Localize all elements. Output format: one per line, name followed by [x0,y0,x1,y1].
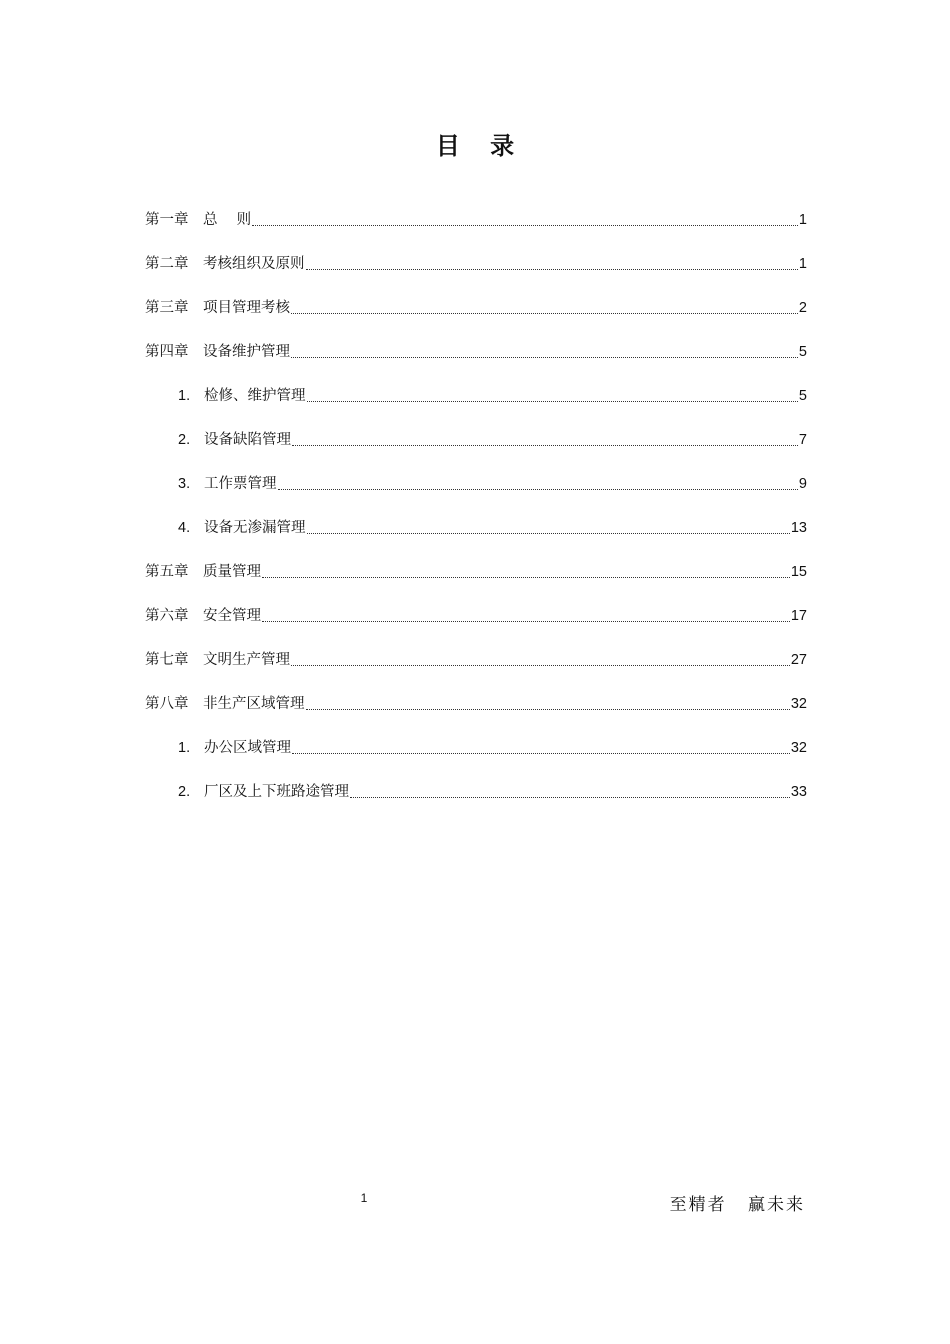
toc-entry[interactable] [145,540,807,584]
toc-entry-number: 第八章 [145,696,189,712]
toc-subentry[interactable] [145,496,807,540]
toc-entry[interactable] [145,584,807,628]
page-number: 1 [360,1191,368,1205]
toc-entry-number: 2. [178,432,191,448]
toc-entry[interactable] [145,628,807,672]
toc-entry-title: 项目管理考核 [203,300,290,316]
toc-dot-leader [291,664,790,666]
toc-entry-title: 检修、维护管理 [204,388,306,404]
toc-entry-title: 厂区及上下班路途管理 [204,784,349,800]
toc-entry-page: 17 [790,608,807,624]
toc-entry-number: 第七章 [145,652,189,668]
toc-entry-number: 1. [178,740,191,756]
toc-entry-page: 9 [798,476,807,492]
toc-dot-leader [262,576,790,578]
toc-entry-title: 安全管理 [203,608,261,624]
toc-entry-title: 工作票管理 [204,476,277,492]
toc-entry[interactable] [145,276,807,320]
table-of-contents [145,188,807,804]
toc-entry-page: 32 [790,696,807,712]
toc-dot-leader [278,488,798,490]
toc-entry-number: 第一章 [145,212,189,228]
toc-entry[interactable] [145,320,807,364]
toc-entry-title: 设备无渗漏管理 [204,520,306,536]
toc-subentry[interactable] [145,408,807,452]
toc-subentry[interactable] [145,760,807,804]
toc-entry[interactable] [145,232,807,276]
toc-entry-number: 第四章 [145,344,189,360]
toc-entry-number: 第二章 [145,256,189,272]
toc-entry-title: 设备缺陷管理 [204,432,291,448]
toc-entry-number: 4. [178,520,191,536]
toc-subentry[interactable] [145,364,807,408]
toc-dot-leader [306,708,790,710]
toc-dot-leader [307,532,790,534]
toc-subentry[interactable] [145,452,807,496]
toc-entry-number: 1. [178,388,191,404]
toc-entry-number: 第五章 [145,564,189,580]
toc-entry-title: 非生产区域管理 [203,696,305,712]
toc-dot-leader [291,356,798,358]
toc-entry-page: 27 [790,652,807,668]
toc-dot-leader [262,620,790,622]
toc-dot-leader [306,268,798,270]
footer-slogan: 至精者 赢未来 [669,1195,805,1215]
toc-dot-leader [252,224,798,226]
toc-entry-page: 2 [798,300,807,316]
toc-entry-title: 办公区域管理 [204,740,291,756]
toc-entry-page: 7 [798,432,807,448]
toc-entry-title: 考核组织及原则 [203,256,305,272]
toc-entry-page: 5 [798,344,807,360]
toc-dot-leader [291,312,798,314]
toc-entry-number: 3. [178,476,191,492]
toc-entry-page: 32 [790,740,807,756]
toc-dot-leader [292,444,798,446]
toc-dot-leader [350,796,790,798]
toc-entry-title: 文明生产管理 [203,652,290,668]
toc-entry-number: 第六章 [145,608,189,624]
toc-entry-page: 15 [790,564,807,580]
toc-entry-page: 5 [798,388,807,404]
toc-entry-page: 33 [790,784,807,800]
toc-entry-title: 总 则 [203,212,252,228]
page-title: 目 录 [435,132,515,160]
toc-entry-number: 第三章 [145,300,189,316]
toc-entry[interactable] [145,672,807,716]
toc-entry-page: 13 [790,520,807,536]
toc-entry[interactable] [145,188,807,232]
toc-dot-leader [307,400,798,402]
toc-entry-title: 设备维护管理 [203,344,290,360]
toc-entry-page: 1 [798,212,807,228]
toc-entry-page: 1 [798,256,807,272]
toc-subentry[interactable] [145,716,807,760]
toc-entry-number: 2. [178,784,191,800]
toc-entry-title: 质量管理 [203,564,261,580]
toc-dot-leader [292,752,790,754]
